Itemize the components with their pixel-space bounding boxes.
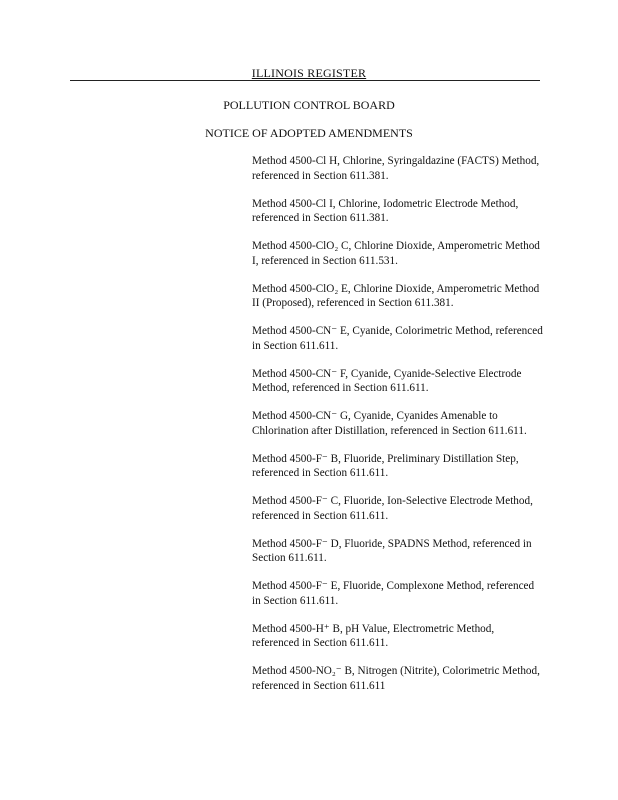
board-name: POLLUTION CONTROL BOARD xyxy=(223,98,395,112)
register-title: ILLINOIS REGISTER xyxy=(251,66,367,80)
method-item: Method 4500-F⁻ C, Fluoride, Ion-Selective Electrode Method, referenced in Section 611.611. xyxy=(252,495,533,522)
method-item: Method 4500-F⁻ E, Fluoride, Complexone Method, referenced in Section 611.611. xyxy=(252,580,535,607)
method-item: Method 4500-F⁻ B, Fluoride, Preliminary Distillation Step, referenced in Section 611.611. xyxy=(252,452,519,479)
notice-title: NOTICE OF ADOPTED AMENDMENTS xyxy=(205,126,413,140)
method-item: Method 4500-F⁻ D, Fluoride, SPADNS Method, referenced in Section 611.611. xyxy=(252,537,532,564)
method-item: Method 4500-CN⁻ G, Cyanide, Cyanides Amenable to Chlorination after Distillation, referenced in Section 611.611. xyxy=(252,410,527,437)
method-list xyxy=(252,154,544,707)
method-item: Method 4500-ClO₂ E, Chlorine Dioxide, Amperometric Method II (Proposed), referenced in Section 611.381. xyxy=(252,282,540,309)
method-item: Method 4500-Cl I, Chlorine, Iodometric Electrode Method, referenced in Section 611.381. xyxy=(252,197,519,224)
method-item: Method 4500-ClO₂ C, Chlorine Dioxide, Amperometric Method I, referenced in Section 611.531. xyxy=(252,240,540,267)
method-item: Method 4500-CN⁻ E, Cyanide, Colorimetric Method, referenced in Section 611.611. xyxy=(252,325,543,352)
method-item: Method 4500-H⁺ B, pH Value, Electrometric Method, referenced in Section 611.611. xyxy=(252,622,495,649)
method-item: Method 4500-Cl H, Chlorine, Syringaldazine (FACTS) Method, referenced in Section 611.381. xyxy=(252,155,540,182)
header-rule xyxy=(70,80,540,81)
method-item: Method 4500-CN⁻ F, Cyanide, Cyanide-Selective Electrode Method, referenced in Section 611.611. xyxy=(252,367,522,394)
method-item: Method 4500-NO₂⁻ B, Nitrogen (Nitrite), Colorimetric Method, referenced in Section 611.611 xyxy=(252,665,540,692)
